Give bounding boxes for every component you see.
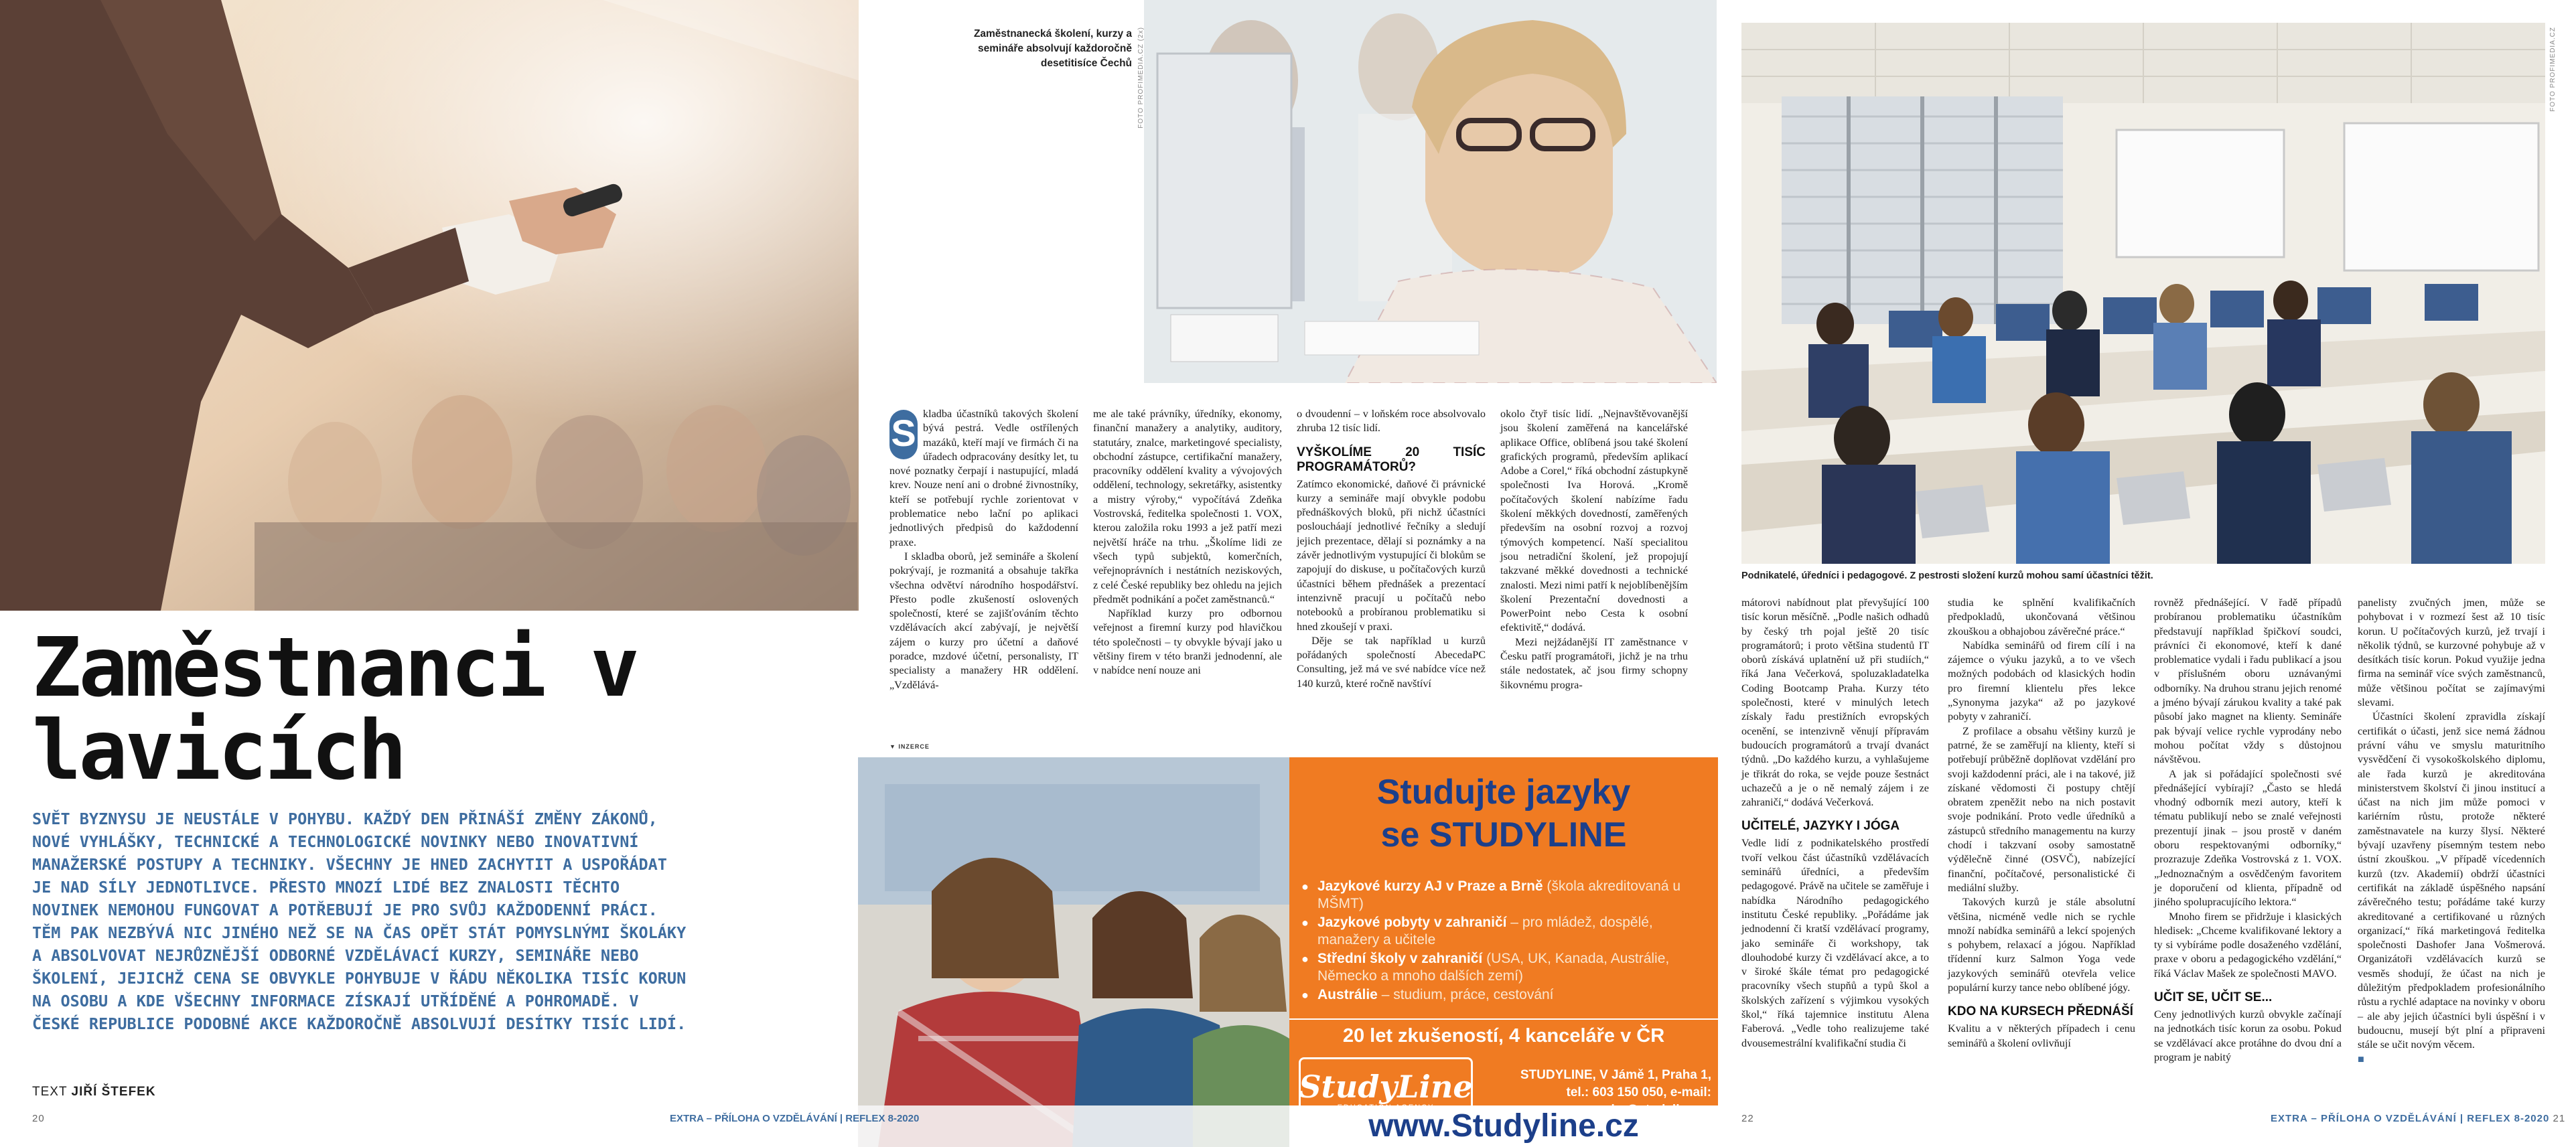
ad-offer-title: Austrálie <box>1317 987 1378 1002</box>
right-text-column-2 <box>1948 596 2135 1051</box>
folio-caption-right-text: EXTRA – PŘÍLOHA O VZDĚLÁVÁNÍ | REFLEX 8-2020 <box>2271 1113 2550 1124</box>
subheading-teachers: UČITELÉ, JAZYKY I JÓGA <box>1741 819 1900 834</box>
col3-paragraph-2: Děje se tak například u kurzů pořádaných společností AbecedaPC Consulting, jež má ve své nabídce více než 140 kurzů, které ročně navštíví <box>1297 634 1486 690</box>
ad-offer-item <box>1301 914 1710 949</box>
byline <box>32 1085 156 1099</box>
ad-address: STUDYLINE, V Jámě 1, Praha 1, <box>1520 1068 1711 1082</box>
ad-offer-detail: (škola akreditovaná u MŠMT) <box>1317 878 1681 911</box>
page-number-right: 22 <box>1741 1113 1754 1124</box>
ad-offer-item <box>1301 878 1710 913</box>
col3-intro: o dvoudenní – v loňském roce absolvovalo zhruba 12 tisíc lidí. <box>1297 408 1486 435</box>
rcol1-paragraph-2: Vedle lidí z podnikatelského prostředí tvoří velkou část účastníků vzdělávacích seminářů úředníci, a především pedagogové. Právě na učitele se zaměřuje i nabídka Národního pedagogického institutu České republiky. „Pořádáme jak jednodenní či kratší vzdělávací programy, jako semináře či workshopy, tak dlouhodobé kurzy či vzdělávací akce, a to v široké škále témat pro pedagogické pracovníky všech stupňů a typů škol a školských zařízení s výjimkou vysokých škol,“ říká tajemnice institutu Alena Faberová. „Vedle toho realizujeme také dvousemestrální kvalifikační studia či <box>1741 837 1929 1049</box>
photo-classroom <box>1741 23 2545 564</box>
right-text-column-4 <box>2358 596 2545 1067</box>
dropcap-letter: S <box>889 410 918 459</box>
advert-studyline[interactable] <box>1289 757 1718 1147</box>
rcol4-paragraph-2: Účastníci školení zpravidla získají certifikát o účasti, jenž sice nemá žádnou právní váhu ve smyslu maturitního vysvědčení či vysokoškolského diplomu, ale řada kurzů je akreditována ministerstvem školství či jinou institucí a účast na nich jim může pomoci v kariérním růstu, protože některé zaměstnavatele na kurzy šlysí. Některé bývají uzavřeny písemným testem nebo ústní zkouškou. „V případě vícedenních kurzů (tzv. Akademií) obdrží účastníci certifikát na základě úspěšného napsání závěrečného testu; pořádáme také kurzy akreditované a certifikované u různých organizací,“ říká marketingová ředitelka společnosti Dashofer Jana Vošmerová. Organizátoři vzdělávacích kurzů se vesměs shodují, že účast na nich je důležitým předpokladem profesionálního růstu a rychlé adaptace na novinky v oboru – ale aby jejich účastníci byli úspěšní i v budoucnu, musejí být plní a připraveni stále se učit novým věcem. <box>2358 710 2545 1051</box>
ad-title-line-2: se STUDYLINE <box>1380 816 1627 854</box>
article-headline: Zaměstnanci v lavicích <box>32 620 637 798</box>
right-text-column-1 <box>1741 596 1929 1051</box>
ad-photo-students <box>858 757 1289 1147</box>
subheading-learn: UČIT SE, UČIT SE... <box>2154 990 2273 1005</box>
article-lead: SVĚT BYZNYSU JE NEUSTÁLE V POHYBU. KAŽDÝ DEN PŘINÁŠÍ ZMĚNY ZÁKONŮ, NOVÉ VYHLÁŠKY, TECHNICKÉ A TECHNOLOGICKÉ NOVINKY NEBO INOVATIVNÍ MANAŽERSKÉ POSTUPY A TECHNIKY. VŠECHNY JE HNED ZACHYTIT A USPOŘÁDAT JE NAD SÍLY JEDNOTLIVCE. PŘESTO MNOZÍ LIDÉ BEZ ZNALOSTI TĚCHTO NOVINEK NEMOHOU FUNGOVAT A POTŘEBUJÍ JE PRO SVŮJ KAŽDODENNÍ PRÁCI. TĚM PAK NEZBÝVÁ NIC JINÉHO NEŽ SE NA ČAS OPĚT STÁT POMYSLNÝMI ŠKOLÁKY A ABSOLVOVAT NEJRŮZNĚJŠÍ ODBORNÉ VZDĚLÁVACÍ KURZY, SEMINÁŘE NEBO ŠKOLENÍ, JEJICHŽ CENA SE OBVYKLE POHYBUJE V ŘÁDU NĚKOLIKA TISÍC KORUN NA OSOBU A KDE VŠECHNY INFORMACE ZÍSKAJÍ UTŘÍDĚNÉ A POHROMADĚ. V ČESKÉ REPUBLICE PODOBNÉ AKCE KAŽDOROČNĚ ABSOLVUJÍ DESÍTKY TISÍC LIDÍ. <box>32 810 687 1033</box>
right-text-column-3 <box>2154 596 2342 1065</box>
rcol2-paragraph-4: Takových kurzů je stále absolutní většina, nicméně vedle nich se rychle množí nabídka seminářů a lekcí spojených s pohybem, relaxací a jógou. Například třídenní kurz Salmon Yoga vede jazykových seminářů otevřela velice populární kurzy tance nebo oblíbené jógy. <box>1948 896 2135 994</box>
subheading-lecturers: KDO NA KURSECH PŘEDNÁŠÍ <box>1948 1004 2133 1019</box>
rcol3-paragraph-4: Ceny jednotlivých kurzů obvykle začínají na jednotkách tisíc korun za osobu. Pokud se vzdělávací akce protáhne do dvou dní a program je nabitý <box>2154 1008 2342 1063</box>
ad-website-link[interactable]: www.Studyline.cz <box>1289 1105 1718 1147</box>
col4-paragraph-2: Mezi nejžádanější IT zaměstnance v Česku patří programátoři, jichž je na trhu stále nedostatek, ač jsou firmy schopny šikovnému progra- <box>1500 635 1688 691</box>
photo-woman-at-computer <box>1144 0 1717 383</box>
col4-paragraph-1: okolo čtyř tisíc lidí. „Nejnavštěvovanější jsou školení zaměřená na kancelářské aplikace Office, oblíbená jsou také školení grafických programů, především aplikací Adobe a Corel,“ říká obchodní zástupkyně společnosti Iva Horová. „Kromě počítačových školení nabízíme řadu školení měkkých dovedností, zaměřených především na osobní rozvoj a rozvoj týmových kompetencí. Naší specialitou jsou netradiční školení, jež propojují takzvané měkké dovednosti a technické znalosti. Mezi nimi patří k nejoblíbenějším školení Prezentační dovednosti a PowerPoint nebo Cesta k osobní efektivitě,“ dodává. <box>1500 408 1688 634</box>
ad-offer-title: Jazykové kurzy AJ v Praze a Brně <box>1317 878 1543 894</box>
end-mark: ■ <box>2358 1053 2364 1065</box>
text-column-3 <box>1297 407 1486 691</box>
ad-title-line-1: Studujte jazyky <box>1376 773 1631 812</box>
rcol2-paragraph-3: Z profilace a obsahu většiny kurzů je patrné, že se zaměřují na klienty, kteří si potřebují průběžně doplňovat vzdělání pro svoji každodenní práci, ale i na takové, již získané vědomosti či postupy chtějí obratem zpeněžit nebo na nich postavit svoje podnikání. Proto vedle úředníků a zástupců středního managementu na kurzy chodí i takzvaní osoby samostatně výdělečně činné (OSVČ), nabízející finanční, počítačové, personalistické či mediální služby. <box>1948 724 2135 894</box>
page-number-left: 20 <box>32 1113 45 1124</box>
folio-caption-left-text <box>670 1113 919 1124</box>
ad-divider <box>1289 1018 1718 1020</box>
ad-offer-detail: – pro mládež, dospělé, manažery a učitele <box>1317 915 1653 947</box>
text-column-1 <box>889 407 1078 692</box>
photo-caption-classroom: Podnikatelé, úředníci i pedagogové. Z pestrosti složení kurzů mohou samí účastníci těžit. <box>1741 570 2153 581</box>
col2-paragraph-2: Například kurzy pro odbornou veřejnost a firemní kurzy pod hlavičkou této společnosti – ty obvykle bývají jako u většiny firem v této branži jednodenní, ale v nabídce není nouze ani <box>1093 607 1282 677</box>
rcol4-paragraph-1: panelisty zvučných jmen, může se pohybovat i v rozmezí šest až 10 tisíc korun. U počítačových kurzů, jež trvají i několik týdnů, se kurzovné pohybuje až v desítkách tisíc korun. Pokud využije jedna firma na seminář více svých zaměstnanců, může většinou počítat se zajímavými slevami. <box>2358 597 2545 709</box>
rcol3-paragraph-3: Mnoho firem se přidržuje i klasických hledisek: „Chceme kvalifikované lektory a ty si vybíráme podle dosaženého vzdělání, praxe v oboru a pedagogického vzdělání,“ říká Václav Mašek ze společnosti MAVO. <box>2154 910 2342 980</box>
advert-label-left: ▼ INZERCE <box>889 743 930 750</box>
rcol1-paragraph-1: mátorovi nabídnout plat převyšující 100 tisíc korun měsíčně. „Podle našich odhadů by český trh pojal ještě 20 tisíc programátorů; i proto většina studentů IT oborů získává uplatnění už při studiích,“ říká Jana Večerková, spoluzakladatelka Coding Bootcamp Praha. Kurzy této společnosti, které v minulých letech získaly řadu prestižních evropských ocenění, se intenzivně věnují přípravám budoucích programátorů a trvají dvanáct týdnů. „Do každého kurzu, a vyhlašujeme je třikrát do roka, se vejde pouze šestnáct uchazečů a je o ně nemalý zájem i ze zahraničí,“ dodává Večerková. <box>1741 597 1929 809</box>
ad-offer-title: Jazykové pobyty v zahraničí <box>1317 915 1507 930</box>
ad-offer-title: Střední školy v zahraničí <box>1317 951 1483 966</box>
advert-label-left-text: INZERCE <box>898 743 930 750</box>
folio-caption-right <box>2271 1113 2565 1124</box>
ad-offer-detail: – studium, práce, cestování <box>1377 987 1554 1002</box>
col1-paragraph-1: kladba účastníků takových školení bývá pestrá. Vedle ostřílených mazáků, kteří mají ve firmách či na úřadech odpracovány desítky let, tu nové poznatky čerpají i nastupující, mladá krev. Nouze není ani o drobné živnostníky, kteří se potřebují rychle zorientovat v problematice nebo lační po aplikaci jednotlivých předpisů do každodenní praxe. <box>889 408 1078 548</box>
ad-offer-list <box>1301 878 1710 1005</box>
folio-number-right: 21 <box>2553 1113 2566 1124</box>
folio-caption-left-span: EXTRA – PŘÍLOHA O VZDĚLÁVÁNÍ | REFLEX 8-2020 <box>670 1113 920 1124</box>
hero-photo-presenter <box>0 0 859 611</box>
ad-offer-item <box>1301 950 1710 985</box>
rcol2-paragraph-1: studia ke splnění kvalifikačních předpokladů, ukončovaná většinou zkouškou a obhajobou závěrečné práce.“ <box>1948 597 2135 637</box>
text-column-4 <box>1500 407 1688 692</box>
ad-title <box>1289 771 1718 856</box>
ad-phone-email[interactable]: tel.: 603 150 050, e-mail: <box>1566 1085 1711 1099</box>
ad-offer-detail: (USA, UK, Kanada, Austrálie, Německo a mnoho dalších zemí) <box>1317 951 1670 984</box>
byline-author: JIŘÍ ŠTEFEK <box>71 1085 156 1099</box>
text-column-2 <box>1093 407 1282 678</box>
col2-paragraph-1: me ale také právníky, úředníky, ekonomy, finanční manažery a analytiky, auditory, statutáry, znalce, marketingové specialisty, obchodní zástupce, certifikační manažery, pracovníky oddělení kvality a vývojových oddělení, technology, sekretářky, asistentky a mistry výroby,“ vypočítává Zdeňka Vostrovská, ředitelka společnosti 1. VOX, kterou založila roku 1993 a jež patří mezi největší hráče na trhu. „Školíme lidi ze všech typů subjektů, komerčních, veřejnoprávních i nestátních neziskových, z celé České republiky bez ohledu na jejich předmět podnikání a počet zaměstnanců.“ <box>1093 408 1282 605</box>
rcol3-paragraph-2: A jak si pořádající společnosti své přednášející vybírají? „Často se hledá vhodný odborník mezi autory, kteří k tématu publikují nebo se znalé veřejnosti prezentují jinak – jsou prostě v daném oboru respektovanými odborníky,“ prozrazuje Zdeňka Vostrovská z 1. VOX. „Jednoznačným a osvědčeným favoritem je doporučení od klienta, případně od jiného spolupracujícího lektora.“ <box>2154 767 2342 909</box>
subheading-programmers: VYŠKOLÍME 20 TISÍC PROGRAMÁTORŮ? <box>1297 445 1486 474</box>
col3-paragraph-1: Zatímco ekonomické, daňové či právnické kurzy a semináře mají obvykle podobu přednáškových bloků, při nichž účastníci posloucháají jednotlivé řečníky a sledují jejich prezentace, dělají si poznámky a na závěr jednotlivým vystupující či blokům se zapojují do diskuse, u počítačových kurzů účastníci během přednášek a prezentací intenzivně pracují u počítačů nebo notebooků a probíranou problematiku si hned zkoušejí v praxi. <box>1297 477 1486 633</box>
photo-credit-top: FOTO PROFIMEDIA.CZ (2x) <box>1137 27 1145 129</box>
photo-caption-top: Zaměstnanecká školení, kurzy a semináře absolvují každoročně desetitisíce Čechů <box>973 28 1132 69</box>
byline-prefix: TEXT <box>32 1085 68 1099</box>
rcol3-paragraph-1: rovněž přednášející. V řadě případů probíranou problematiku účastníkům představují například špičkoví soudci, právníci či ekonomové, kteří k dané problematice vydali i řadu publikací a jsou v příslušném oboru uznávanými odborníky. Na druhou stranu jejich renomé a jméno bývají zárukou kvality a také pak působí jako magnet na klienty. Semináře pak bývají velice rychle vyprodány nebo mohou počítat vždy s důstojnou návštěvou. <box>2154 597 2342 766</box>
rcol2-paragraph-2: Nabídka seminářů od firem cílí i na zájemce o výuku jazyků, a to ve všech možných podobách od klasických hodin pro firemní klientelu přes lekce „Synonyma jazyka“ až po jazykové pobyty v zahraničí. <box>1948 639 2135 723</box>
ad-tagline: 20 let zkušeností, 4 kanceláře v ČR <box>1342 1025 1665 1047</box>
col1-paragraph-2: I skladba oborů, jež semináře a školení pokrývají, je rozmanitá a obsahuje takřka všechna odvětví národního hospodářství. Přesto podle zkušeností oslovených společností, které se zajišťováním těchto vzdělávacích akcí zabývají, je největší zájem o kurzy pro účetní a daňové poradce, mzdové účetní, personalisty, IT specialisty a manažery HR oddělení. „Vzdělává- <box>889 550 1078 691</box>
photo-credit-right: FOTO PROFIMEDIA.CZ <box>2549 27 2557 112</box>
logo-wordmark: StudyLine <box>1299 1069 1473 1105</box>
rcol2-paragraph-5: Kvalitu a v některých případech i cenu seminářů a školení ovlivňují <box>1948 1022 2135 1049</box>
ad-offer-item <box>1301 986 1710 1004</box>
